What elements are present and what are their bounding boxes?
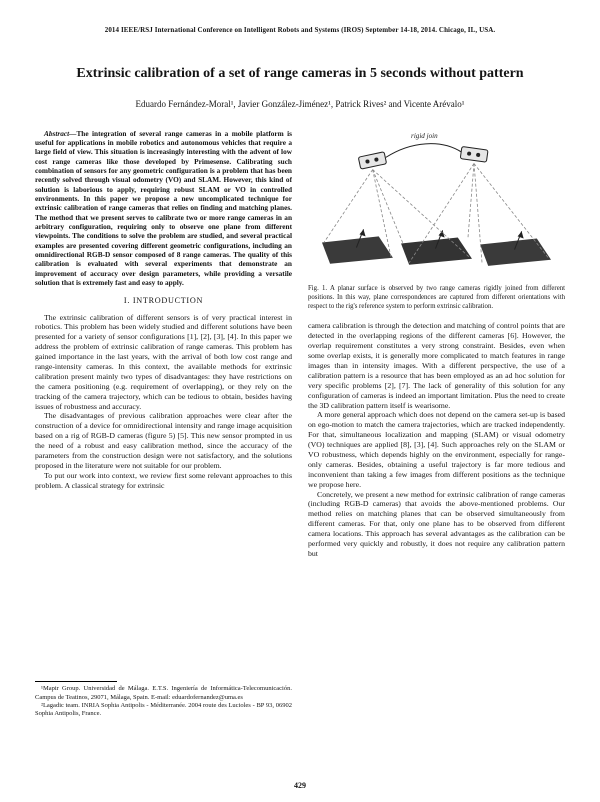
page-number: 429 bbox=[294, 781, 306, 790]
right-paragraph-1: camera calibration is through the detection and matching of control points that are detected in the overlapping regions of the different cameras [6]. However, the overlap requirement constitutes a very strong constraint. Besides, even when some overlap exists, it is generally more complicated to match features in range images than in intensity images. With a different perspective, the use of a calibration pattern is a resource that has been employed as an ad hoc solution for very specific problems [2], [7]. The lack of generality of this solution for any configuration of cameras is indeed an important limitation. Plus the need to create the 3D calibration pattern itself is wearisome. bbox=[308, 321, 565, 410]
left-camera-icon bbox=[358, 151, 386, 168]
abstract bbox=[35, 129, 292, 288]
abstract-text: The integration of several range cameras in a mobile platform is useful for applications in mobile robotics and autonomous vehicles that require a large field of view. This situation is increasingly interesting with the advent of low cost range cameras like those developed by Primesense. Calibrating such combination of sensors for any geometric configuration is a problem that has been recently solved through visual odometry (VO) and SLAM. However, this kind of solution is laborious to apply, requiring robust SLAM or VO in controlled environments. In this paper we propose a new uncomplicated technique for extrinsic calibration of range cameras that relies on finding and matching planes. The method that we present serves to calibrate two or more range cameras in an arbitrary configuration, requiring only to observe one plane from different viewpoints. The conditions to solve the problem are studied, and several practical examples are presented covering different geometric configurations, including an omnidirectional RGB-D sensor composed of 8 range cameras. The quality of this calibration is evaluated with several experiments that demonstrate an improvement of accuracy over design parameters, while providing a versatile solution that is extremely fast and easy to apply. bbox=[35, 128, 292, 287]
footnote-1: ¹Mapir Group. Universidad de Málaga. E.T.S. Ingeniería de Informática-Telecomunicación. Campus de Teatinos, 29071, Málaga, Spain. E-mail: eduardofernandez@uma.es bbox=[35, 685, 292, 701]
right-camera-icon bbox=[460, 146, 488, 162]
conference-header: 2014 IEEE/RSJ International Conference on Intelligent Robots and Systems (IROS) September 14-18, 2014. Chicago, IL, USA. bbox=[104, 26, 496, 34]
intro-paragraph-1: The extrinsic calibration of different sensors is of very practical interest in robotics. This problem has been widely studied and different solutions have been presented for a variety of sensor configurations [1], [2], [3], [4]. In this paper we address the problem of extrinsic calibration of range cameras. This problem has gained importance in the last years, with the arrival of both low cost range and range-intensity cameras. In this context, the available methods for extrinsic calibration present mainly two types of disadvantages: they have restrictions on the camera positioning (e.g. requirement of overlapping), or they rely on the tracking of the camera trajectory, which can be tedious to obtain, besides having issues of robustness and accuracy. bbox=[35, 312, 292, 411]
figure-1-illustration bbox=[308, 129, 565, 282]
right-paragraph-2: A more general approach which does not depend on the camera set-up is based on ego-motion to match the camera trajectories, which are tracked independently. For that, simultaneous localization and mapping (SLAM) or visual odometry (VO) techniques are applied [8], [3], [4]. Such approaches rely on the SLAM or VO robustness, which depends highly on the environment, especially for range-only cameras. Besides, obtaining a useful trajectory is far more tedious and inconvenient than taking a few images from different positions as the technique we propose here. bbox=[308, 410, 565, 489]
figure-1-caption: Fig. 1. A planar surface is observed by two range cameras rigidly joined from different positions. In this way, plane correspondences are captured from different orientations with respect to the rig's reference system to perform extrinsic calibration. bbox=[308, 285, 565, 311]
authors-line: Eduardo Fernández-Moral¹, Javier González-Jiménez¹, Patrick Rives² and Vicente Arévalo¹ bbox=[135, 98, 465, 109]
rigid-join-label: rigid join bbox=[411, 131, 438, 140]
right-paragraph-3: Concretely, we present a new method for extrinsic calibration of range cameras (including RGB-D cameras) that avoids the above-mentioned problems. Our method relies on matching planes that can be observed simultaneously from different cameras. For that, only one plane has to be observed from different camera locations. This approach has several advantages as the calibration can be performed very quickly and robustly, it does not require any calibration pattern but bbox=[308, 489, 565, 558]
section-heading-introduction: I. INTRODUCTION bbox=[123, 296, 204, 306]
two-column-body bbox=[35, 129, 565, 719]
footnotes bbox=[35, 681, 292, 718]
rigid-join-bar bbox=[386, 143, 462, 157]
abstract-label: Abstract— bbox=[44, 128, 77, 138]
right-column bbox=[308, 129, 565, 719]
plane-patches bbox=[322, 236, 551, 265]
left-column bbox=[35, 129, 292, 719]
intro-paragraph-2: The disadvantages of previous calibration approaches were clear after the construction of a device for omnidirectional intensity and range image acquisition based on a rig of RGB-D cameras (figure 5) [5]. This new sensor prompted in us the need of a robust and easy calibration method, since the accuracy of the parameters from the construction design were not satisfactory, and the solutions proposed in the literature were not suitable for our problem. bbox=[35, 411, 292, 470]
footnote-2: ²Lagadic team. INRIA Sophia Antipolis - Méditerranée. 2004 route des Lucioles - BP 93, 06902 Sophia Antipolis, France. bbox=[35, 701, 292, 718]
paper-title: Extrinsic calibration of a set of range cameras in 5 seconds without pattern bbox=[76, 66, 524, 81]
footnote-rule bbox=[35, 681, 117, 682]
intro-paragraph-3: To put our work into context, we review first some relevant approaches to this problem. A classical strategy for extrinsic bbox=[35, 470, 292, 490]
